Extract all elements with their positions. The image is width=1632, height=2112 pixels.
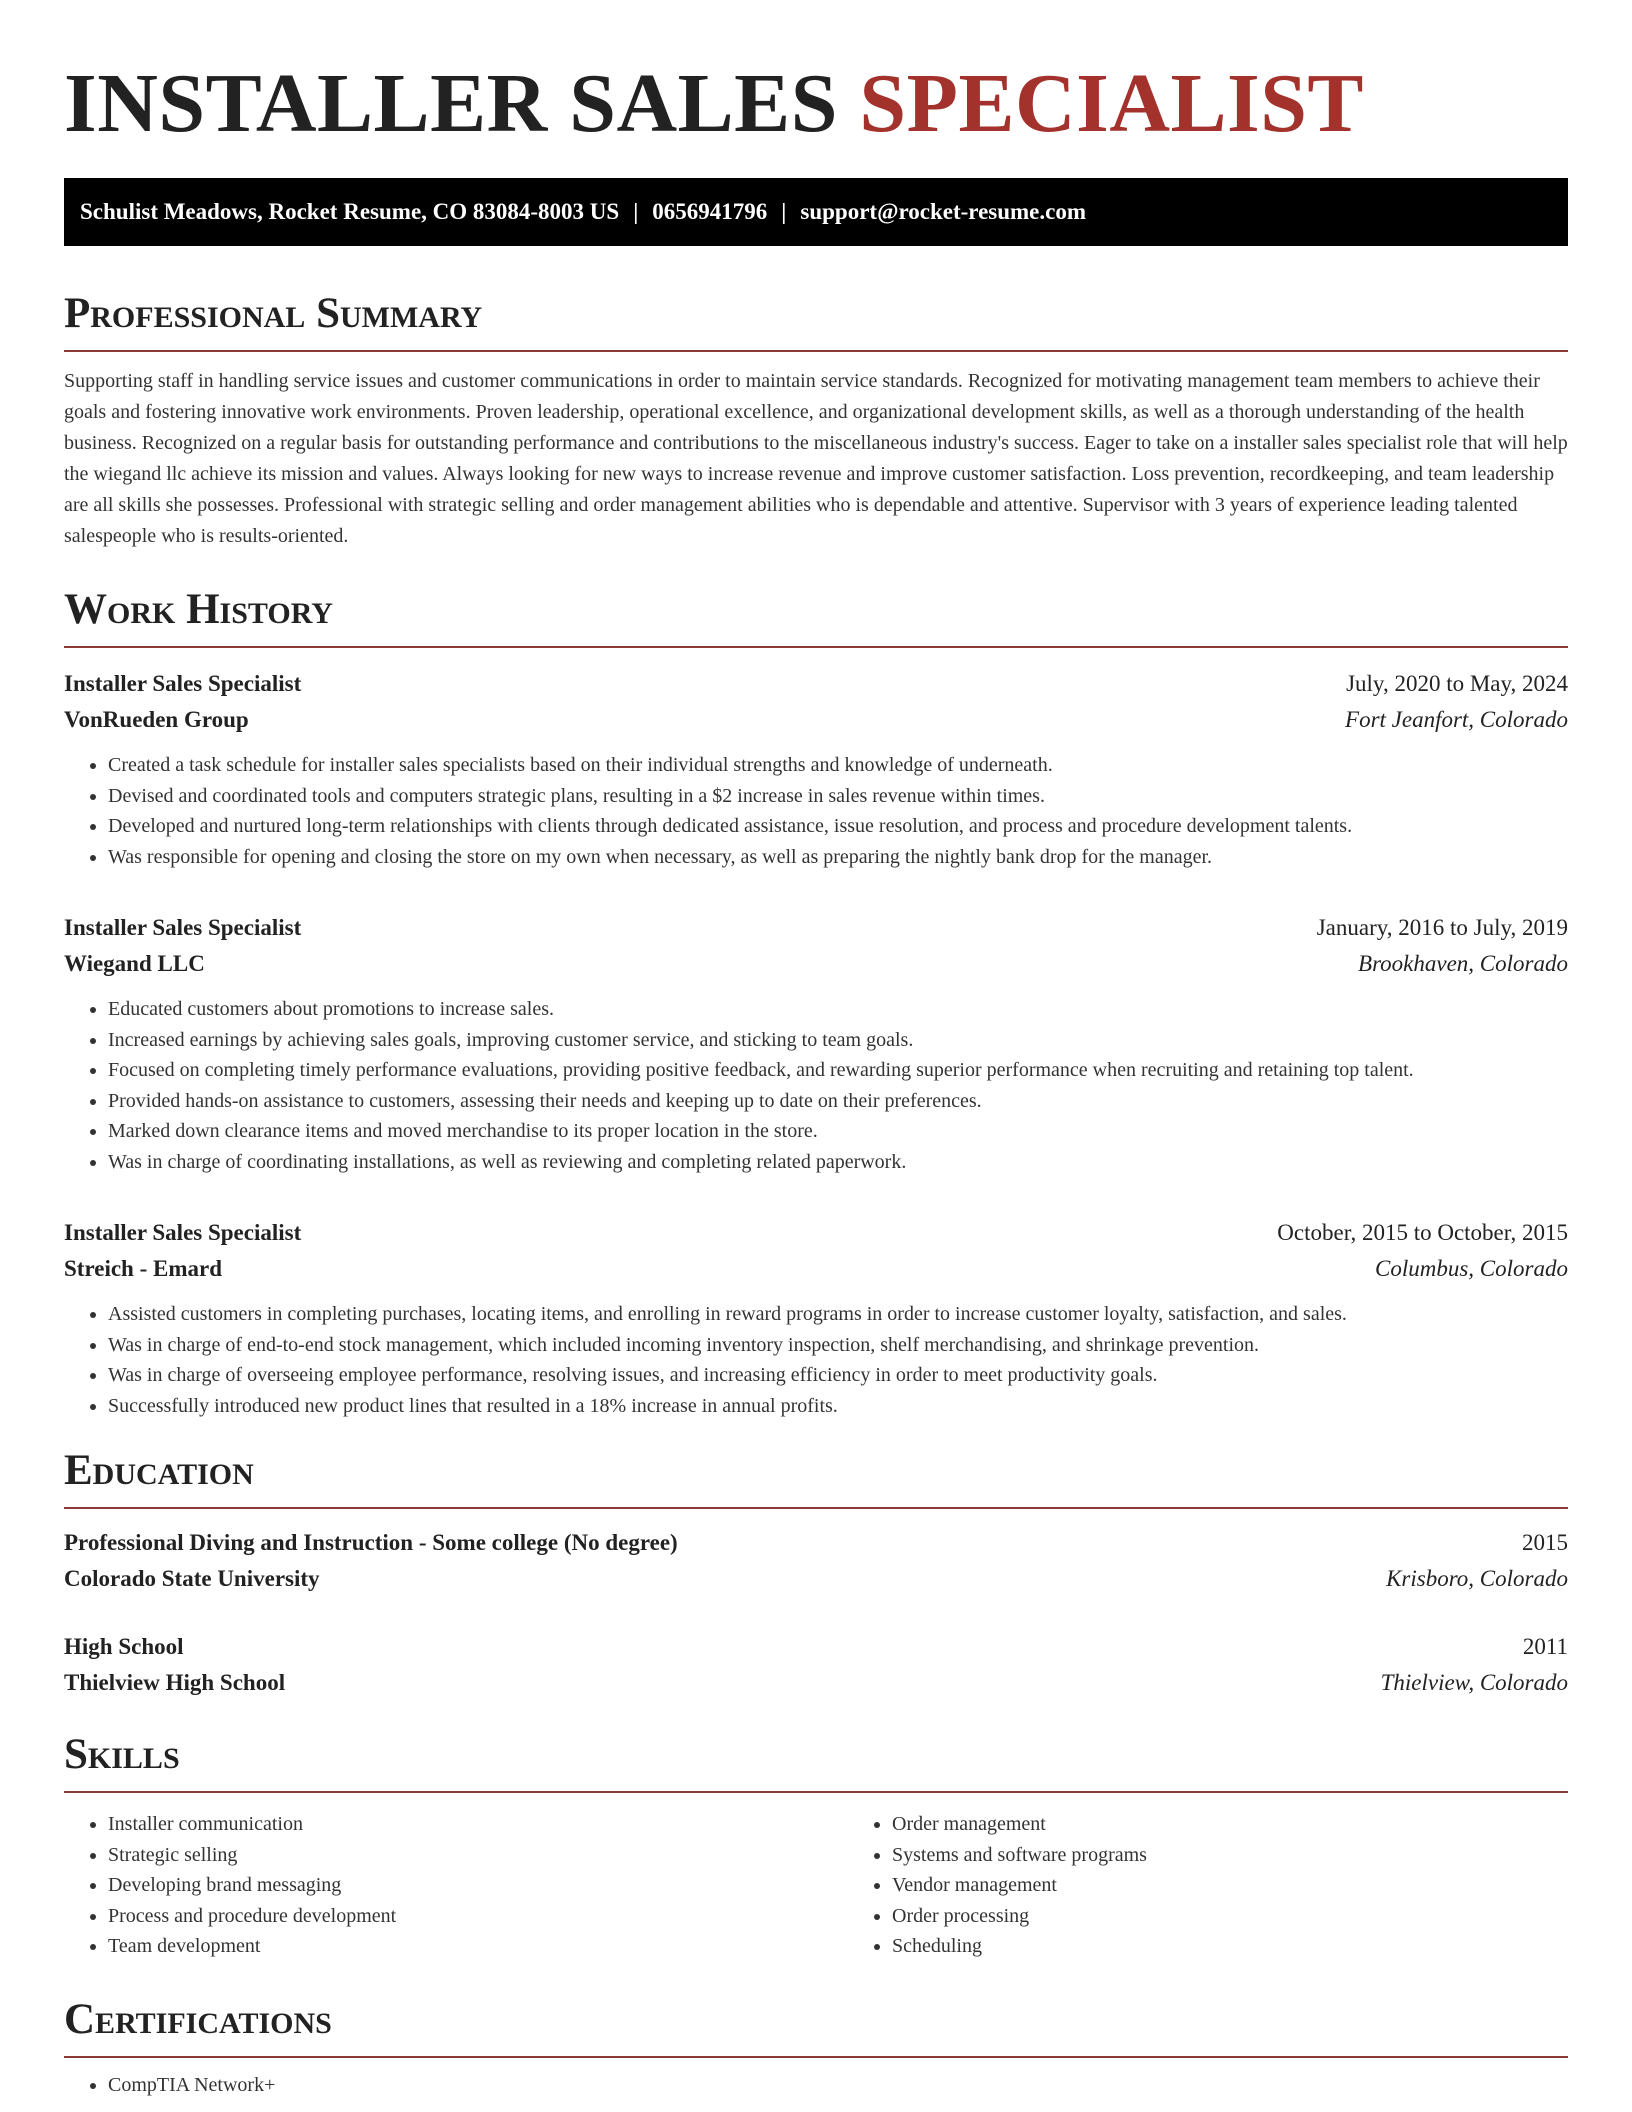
job-bullet: • Focused on completing timely performance evaluations, providing positive feedback, and rewarding superior performance when recruiting and retaining top talent. xyxy=(108,1055,1568,1086)
job-title: Installer Sales Specialist xyxy=(64,671,302,696)
job-bullets xyxy=(64,750,1568,872)
education-school-row xyxy=(64,1561,1568,1597)
education-year: 2011 xyxy=(1522,1634,1568,1659)
job-dates: October, 2015 to October, 2015 xyxy=(1277,1220,1568,1245)
job-bullets xyxy=(64,1299,1568,1421)
job-bullet: • Devised and coordinated tools and computers strategic plans, resulting in a $2 increase in sales revenue within times. xyxy=(108,781,1568,812)
job-location: Fort Jeanfort, Colorado xyxy=(1345,707,1568,732)
contact-phone: 0656941796 xyxy=(652,199,768,224)
job-company-row xyxy=(64,946,1568,982)
job-dates: July, 2020 to May, 2024 xyxy=(1346,671,1568,696)
contact-address: Schulist Meadows, Rocket Resume, CO 83084-8003 US xyxy=(80,199,620,224)
job-entry xyxy=(64,1215,1568,1421)
job-bullet: • Increased earnings by achieving sales goals, improving customer service, and sticking to team goals. xyxy=(108,1025,1568,1056)
job-company: VonRueden Group xyxy=(64,707,249,732)
education-school: Colorado State University xyxy=(64,1566,320,1591)
job-bullet: • Successfully introduced new product lines that resulted in a 18% increase in annual profits. xyxy=(108,1391,1568,1422)
job-bullet: • Was in charge of end-to-end stock management, which included incoming inventory inspection, shelf merchandising, and shrinkage prevention. xyxy=(108,1330,1568,1361)
job-company-row xyxy=(64,1251,1568,1287)
job-bullet: • Assisted customers in completing purchases, locating items, and enrolling in reward programs in order to increase customer loyalty, satisfaction, and sales. xyxy=(108,1299,1568,1330)
education-location: Thielview, Colorado xyxy=(1380,1670,1568,1695)
education-school-row xyxy=(64,1665,1568,1701)
education-location: Krisboro, Colorado xyxy=(1386,1566,1568,1591)
job-title-row xyxy=(64,910,1568,946)
certification-item: • CompTIA Network+ xyxy=(108,2070,1568,2101)
education-entry xyxy=(64,1629,1568,1701)
section-heading-summary: Professional Summary xyxy=(64,288,1568,352)
job-location: Columbus, Colorado xyxy=(1375,1256,1568,1281)
skill-item: • Strategic selling xyxy=(108,1840,848,1871)
contact-separator: | xyxy=(781,199,787,224)
education-school: Thielview High School xyxy=(64,1670,286,1695)
job-entry xyxy=(64,666,1568,872)
section-heading-certifications: Certifications xyxy=(64,1994,1568,2058)
job-bullet: • Marked down clearance items and moved merchandise to its proper location in the store. xyxy=(108,1116,1568,1147)
title-main: INSTALLER SALES xyxy=(64,57,838,150)
education-degree: Professional Diving and Instruction - Some college (No degree) xyxy=(64,1530,678,1555)
job-title-row xyxy=(64,1215,1568,1251)
skill-item: • Vendor management xyxy=(892,1870,1147,1901)
title-accent: SPECIALIST xyxy=(859,57,1364,150)
job-title: Installer Sales Specialist xyxy=(64,1220,302,1245)
job-bullet: • Educated customers about promotions to increase sales. xyxy=(108,994,1568,1025)
skill-item: • Installer communication xyxy=(108,1809,848,1840)
skill-item: • Order management xyxy=(892,1809,1147,1840)
skill-item: • Systems and software programs xyxy=(892,1840,1147,1871)
job-entry xyxy=(64,910,1568,1177)
job-bullet: • Created a task schedule for installer sales specialists based on their individual strengths and knowledge of underneath. xyxy=(108,750,1568,781)
job-bullet: • Was in charge of coordinating installations, as well as reviewing and completing related paperwork. xyxy=(108,1147,1568,1178)
contact-bar xyxy=(64,178,1568,246)
skill-item: • Developing brand messaging xyxy=(108,1870,848,1901)
contact-email: support@rocket-resume.com xyxy=(800,199,1087,224)
job-bullet: • Developed and nurtured long-term relationships with clients through dedicated assistance, issue resolution, and process and procedure development talents. xyxy=(108,811,1568,842)
contact-separator: | xyxy=(633,199,639,224)
job-bullets xyxy=(64,994,1568,1177)
job-title-row xyxy=(64,666,1568,702)
certification-list xyxy=(64,2070,1568,2101)
skills-column-left xyxy=(64,1809,848,1962)
education-year: 2015 xyxy=(1522,1530,1568,1555)
job-title: Installer Sales Specialist xyxy=(64,915,302,940)
job-company: Streich - Emard xyxy=(64,1256,223,1281)
summary-text: Supporting staff in handling service issues and customer communications in order to maintain service standards. Recognized for motivating management team members to achieve their goals and fostering innovative work environments. Proven leadership, operational excellence, and organizational development skills, as well as a thorough understanding of the health business. Recognized on a regular basis for outstanding performance and contributions to the miscellaneous industry's success. Eager to take on a installer sales specialist role that will help the wiegand llc achieve its mission and values. Always looking for new ways to increase revenue and improve customer satisfaction. Loss prevention, recordkeeping, and team leadership are all skills she possesses. Professional with strategic selling and order management abilities who is dependable and attentive. Supervisor with 3 years of experience leading talented salespeople who is results-oriented. xyxy=(64,370,1568,547)
education-degree-row xyxy=(64,1525,1568,1561)
job-bullet: • Was responsible for opening and closing the store on my own when necessary, as well as preparing the nightly bank drop for the manager. xyxy=(108,842,1568,873)
job-company: Wiegand LLC xyxy=(64,951,205,976)
section-heading-education: Education xyxy=(64,1445,1568,1509)
section-heading-work-history: Work History xyxy=(64,584,1568,648)
skill-item: • Team development xyxy=(108,1931,848,1962)
resume-title xyxy=(64,56,1568,152)
skills-column-right xyxy=(848,1809,1147,1962)
skill-item: • Scheduling xyxy=(892,1931,1147,1962)
job-company-row xyxy=(64,702,1568,738)
skill-item: • Process and procedure development xyxy=(108,1901,848,1932)
job-location: Brookhaven, Colorado xyxy=(1358,951,1568,976)
section-heading-skills: Skills xyxy=(64,1729,1568,1793)
job-dates: January, 2016 to July, 2019 xyxy=(1316,915,1568,940)
skill-item: • Order processing xyxy=(892,1901,1147,1932)
education-degree: High School xyxy=(64,1634,184,1659)
skills-grid xyxy=(64,1809,1568,1962)
education-entry xyxy=(64,1525,1568,1597)
education-degree-row xyxy=(64,1629,1568,1665)
job-bullet: • Was in charge of overseeing employee performance, resolving issues, and increasing efficiency in order to meet productivity goals. xyxy=(108,1360,1568,1391)
job-bullet: • Provided hands-on assistance to customers, assessing their needs and keeping up to date on their preferences. xyxy=(108,1086,1568,1117)
